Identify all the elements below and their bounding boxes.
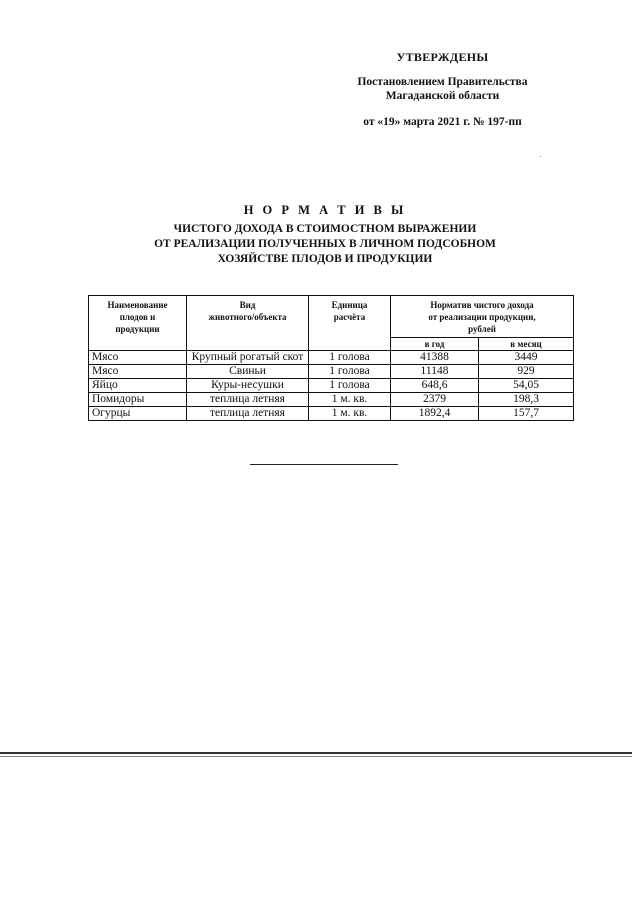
header-norm-line-2: от реализации продукции, (428, 312, 536, 322)
header-product-line-1: Наименование (107, 300, 168, 310)
cell-type: Куры-несушки (187, 379, 309, 393)
header-per-month: в месяц (479, 338, 574, 351)
table-row (89, 379, 574, 393)
cell-unit: 1 голова (309, 365, 391, 379)
norms-table (88, 295, 574, 421)
closing-line (250, 464, 398, 465)
page-bottom-rule (0, 752, 632, 754)
cell-per-month: 3449 (479, 351, 574, 365)
cell-per-year: 41388 (391, 351, 479, 365)
header-norm (391, 296, 574, 338)
cell-type: теплица летняя (187, 407, 309, 421)
header-unit-line-2: расчёта (333, 312, 366, 322)
cell-per-month: 929 (479, 365, 574, 379)
table-row (89, 351, 574, 365)
header-unit (309, 296, 391, 351)
approved-label: УТВЕРЖДЕНЫ (396, 50, 489, 64)
header-norm-line-3: рублей (468, 324, 496, 334)
header-type (187, 296, 309, 351)
approval-stamp (330, 50, 555, 129)
subtitle-line-3: ХОЗЯЙСТВЕ ПЛОДОВ И ПРОДУКЦИИ (217, 253, 433, 265)
cell-unit: 1 м. кв. (309, 393, 391, 407)
cell-type: Крупный рогатый скот (187, 351, 309, 365)
header-product-line-3: продукции (115, 324, 160, 334)
table-row (89, 407, 574, 421)
cell-product: Мясо (89, 351, 187, 365)
table-header-row (89, 296, 574, 338)
scan-speck (540, 156, 541, 157)
document-title: Н О Р М А Т И В Ы (243, 203, 407, 217)
header-norm-line-1: Норматив чистого дохода (430, 300, 534, 310)
document-subtitle (90, 222, 560, 267)
table-row (89, 365, 574, 379)
cell-type: теплица летняя (187, 393, 309, 407)
cell-per-year: 2379 (391, 393, 479, 407)
cell-per-month: 157,7 (479, 407, 574, 421)
cell-product: Яйцо (89, 379, 187, 393)
header-product-line-2: плодов и (119, 312, 156, 322)
cell-per-year: 1892,4 (391, 407, 479, 421)
cell-product: Мясо (89, 365, 187, 379)
cell-per-year: 648,6 (391, 379, 479, 393)
table-row (89, 393, 574, 407)
cell-product: Огурцы (89, 407, 187, 421)
page-bottom-rule-thin (0, 756, 632, 757)
approved-by-line-2: Магаданской области (385, 90, 500, 102)
cell-type: Свиньи (187, 365, 309, 379)
header-unit-line-1: Единица (331, 300, 368, 310)
cell-unit: 1 м. кв. (309, 407, 391, 421)
approved-by-line-1: Постановлением Правительства (357, 76, 528, 88)
cell-product: Помидоры (89, 393, 187, 407)
cell-per-year: 11148 (391, 365, 479, 379)
cell-per-month: 198,3 (479, 393, 574, 407)
approval-date: от «19» марта 2021 г. № 197-пп (363, 116, 522, 128)
header-per-year: в год (391, 338, 479, 351)
header-type-line-2: животного/объекта (208, 312, 287, 322)
header-product (89, 296, 187, 351)
subtitle-line-1: ЧИСТОГО ДОХОДА В СТОИМОСТНОМ ВЫРАЖЕНИИ (173, 223, 477, 235)
cell-unit: 1 голова (309, 379, 391, 393)
cell-per-month: 54,05 (479, 379, 574, 393)
subtitle-line-2: ОТ РЕАЛИЗАЦИИ ПОЛУЧЕННЫХ В ЛИЧНОМ ПОДСОБНОМ (154, 238, 496, 250)
cell-unit: 1 голова (309, 351, 391, 365)
header-type-line-1: Вид (239, 300, 256, 310)
approved-by (330, 75, 555, 103)
